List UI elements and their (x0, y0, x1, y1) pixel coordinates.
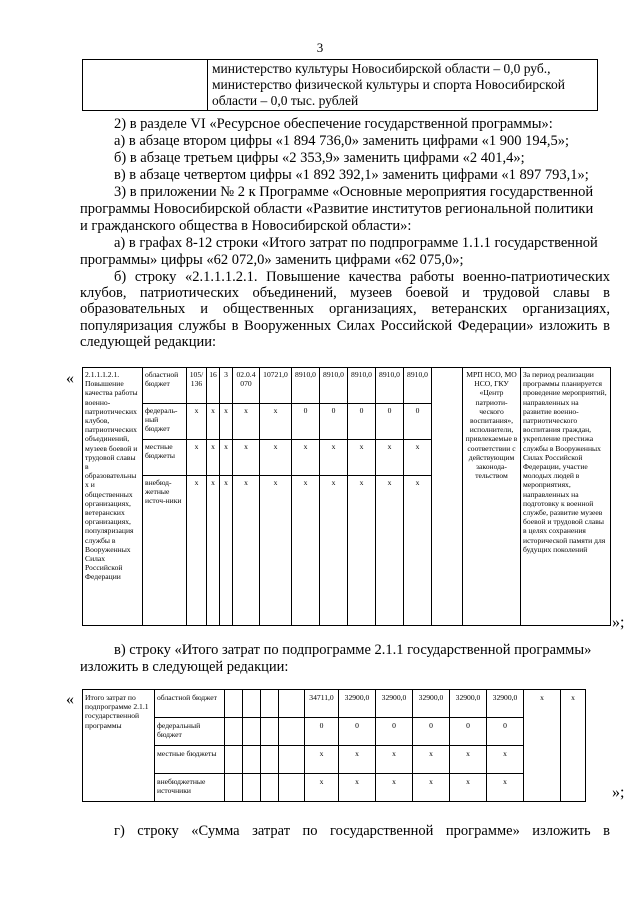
table-cell: x (376, 746, 413, 774)
table-cell: x (305, 774, 339, 802)
table-cell: x (187, 440, 207, 476)
table-cell: x (339, 774, 376, 802)
table-cell: x (450, 746, 487, 774)
close-quote: »; (612, 614, 625, 631)
table-cell: x (320, 476, 348, 626)
activity-table (82, 367, 611, 626)
table-cell: x (207, 404, 220, 440)
continuation-table (82, 59, 598, 111)
continuation-line: министерство культуры Новосибирской области – 0,0 руб., (212, 61, 551, 76)
table-cell: x (260, 404, 292, 440)
empty-cell (243, 718, 261, 746)
table-cell: 0 (320, 404, 348, 440)
table-cell: федераль-ный бюджет (143, 404, 187, 440)
paragraph-row-v: изложить в следующей редакции: (80, 659, 289, 675)
table-cell: x (187, 476, 207, 626)
table-cell: x (220, 476, 233, 626)
paragraph-graf-line: программы» цифры «62 072,0» заменить цифрами «62 075,0»; (80, 252, 464, 268)
table-cell: 0 (450, 718, 487, 746)
table-cell: 32900,0 (487, 690, 524, 718)
table-cell: 8910,0 (292, 368, 320, 404)
paragraph-appendix-line: программы Новосибирской области «Развитие институтов региональной политики (80, 201, 594, 217)
paragraph-row-g: г) строку «Сумма затрат по государственной программе» изложить в (114, 823, 610, 839)
table-cell: x (207, 440, 220, 476)
result-cell: За период реализации программы планируется проведение мероприятий, направленных на развитие военно-патриотического воспитания граждан, укрепление престижа службы в Вооруженных Силах Российской Федерации, участие молодых людей в мероприятиях, направленных на подготовку к военной службе, развитие музеев боевой и трудовой славы в целях сохранения исторической памяти для будущих поколений (521, 368, 611, 626)
empty-cell (225, 690, 243, 718)
table-cell: x (207, 476, 220, 626)
table-cell: внебюджетные источники (155, 774, 225, 802)
table-cell: x (561, 690, 586, 802)
empty-cell (243, 774, 261, 802)
table-cell: x (260, 440, 292, 476)
table-cell: федеральный бюджет (155, 718, 225, 746)
table-cell: областной бюджет (155, 690, 225, 718)
table-cell: 8910,0 (348, 368, 376, 404)
table-cell: x (348, 476, 376, 626)
table-cell: x (376, 440, 404, 476)
empty-cell (243, 746, 261, 774)
empty-cell (261, 746, 279, 774)
empty-cell (225, 718, 243, 746)
table-cell: 32900,0 (413, 690, 450, 718)
table-cell: x (524, 690, 561, 802)
table-cell: 16 (207, 368, 220, 404)
table-cell: 0 (413, 718, 450, 746)
open-quote: « (66, 691, 74, 708)
paragraph-row-b: б) строку «2.1.1.1.2.1. Повышение качества работы военно-патриотических клубов, патриотических объединений, музеев боевой и трудовой славы в образовательных и общественных организациях, ветеранских организациях, популяризация службы в Вооруженных Силах Российской Федерации» изложить в следующей редакции: (80, 269, 610, 350)
table-cell: областной бюджет (143, 368, 187, 404)
empty-cell (279, 746, 305, 774)
table-cell: x (292, 476, 320, 626)
table-cell: x (487, 774, 524, 802)
table-cell: 0 (305, 718, 339, 746)
paragraph-row-v: в) строку «Итого затрат по подпрограмме 2.1.1 государственной программы» (114, 642, 592, 658)
empty-cell (279, 774, 305, 802)
table-cell: местные бюджеты (143, 440, 187, 476)
paragraph-section-vi: 2) в разделе VI «Ресурсное обеспечение государственной программы»: (114, 116, 553, 132)
empty-cell (279, 718, 305, 746)
continuation-line: области – 0,0 тыс. рублей (212, 93, 359, 108)
table-cell: 10721,0 (260, 368, 292, 404)
table-cell: внебюд-жетные источ-ники (143, 476, 187, 626)
paragraph-appendix-line: 3) в приложении № 2 к Программе «Основные мероприятия государственной (114, 184, 594, 200)
table-cell: x (450, 774, 487, 802)
open-quote: « (66, 370, 74, 387)
table-cell: 34711,0 (305, 690, 339, 718)
table-cell: 0 (376, 404, 404, 440)
table-cell: 105/ 136 (187, 368, 207, 404)
empty-cell (243, 690, 261, 718)
table-cell: 8910,0 (320, 368, 348, 404)
table-cell: 0 (348, 404, 376, 440)
paragraph-abzac-4: в) в абзаце четвертом цифры «1 892 392,1» заменить цифрами «1 897 793,1»; (114, 167, 589, 183)
table-cell: 0 (487, 718, 524, 746)
continuation-cell (208, 60, 598, 111)
table-cell: x (487, 746, 524, 774)
page-number: 3 (316, 40, 324, 55)
table-cell: 0 (339, 718, 376, 746)
paragraph-appendix-line: и гражданского общества в Новосибирской области»: (80, 218, 412, 234)
table-cell: 32900,0 (339, 690, 376, 718)
total-name: Итого затрат по подпрограмме 2.1.1 государственной программы (83, 690, 155, 802)
empty-cell (432, 368, 463, 626)
table-cell: x (404, 476, 432, 626)
table-cell: x (404, 440, 432, 476)
table-cell: x (260, 476, 292, 626)
empty-cell (261, 690, 279, 718)
table-cell: x (413, 774, 450, 802)
table-cell: 32900,0 (376, 690, 413, 718)
table-cell: 02.0.4070 (233, 368, 260, 404)
continuation-line: министерство физической культуры и спорта Новосибирской (212, 77, 565, 92)
table-cell: x (376, 476, 404, 626)
table-cell: x (320, 440, 348, 476)
activity-name: 2.1.1.1.2.1. Повышение качества работы военно-патриотических клубов, патриотических объединений, музеев боевой и трудовой славы в образовательных и общественных организациях, ветеранских организациях, популяризация службы в Вооруженных Силах Российской Федерации (83, 368, 143, 626)
table-cell: x (292, 440, 320, 476)
table-cell: x (305, 746, 339, 774)
empty-cell (261, 774, 279, 802)
empty-cell (83, 60, 208, 111)
table-cell: местные бюджеты (155, 746, 225, 774)
table-cell: 32900,0 (450, 690, 487, 718)
table-cell: x (187, 404, 207, 440)
table-cell: x (413, 746, 450, 774)
table-cell: x (220, 404, 233, 440)
executor-cell: МРП НСО, МО НСО, ГКУ «Центр патриоти-ческого воспитания», исполнители, привлекаемые в соответствии с действующим законода-тельством (463, 368, 521, 626)
table-cell: 0 (404, 404, 432, 440)
table-cell: 8910,0 (404, 368, 432, 404)
table-cell: 8910,0 (376, 368, 404, 404)
empty-cell (225, 774, 243, 802)
table-cell: x (233, 476, 260, 626)
total-table (82, 689, 635, 802)
paragraph-abzac-2: а) в абзаце втором цифры «1 894 736,0» заменить цифрами «1 900 194,5»; (114, 133, 570, 149)
empty-cell (225, 746, 243, 774)
table-cell: 3 (220, 368, 233, 404)
table-cell: 0 (292, 404, 320, 440)
table-cell: x (220, 440, 233, 476)
table-cell: x (348, 440, 376, 476)
close-quote: »; (612, 784, 625, 801)
table-cell: 0 (376, 718, 413, 746)
empty-cell (261, 718, 279, 746)
table-cell: x (376, 774, 413, 802)
empty-cell (279, 690, 305, 718)
paragraph-graf-line: а) в графах 8-12 строки «Итого затрат по подпрограмме 1.1.1 государственной (114, 235, 598, 251)
table-cell: x (339, 746, 376, 774)
table-cell: x (233, 404, 260, 440)
paragraph-abzac-3: б) в абзаце третьем цифры «2 353,9» заменить цифрами «2 401,4»; (114, 150, 525, 166)
table-cell: x (233, 440, 260, 476)
